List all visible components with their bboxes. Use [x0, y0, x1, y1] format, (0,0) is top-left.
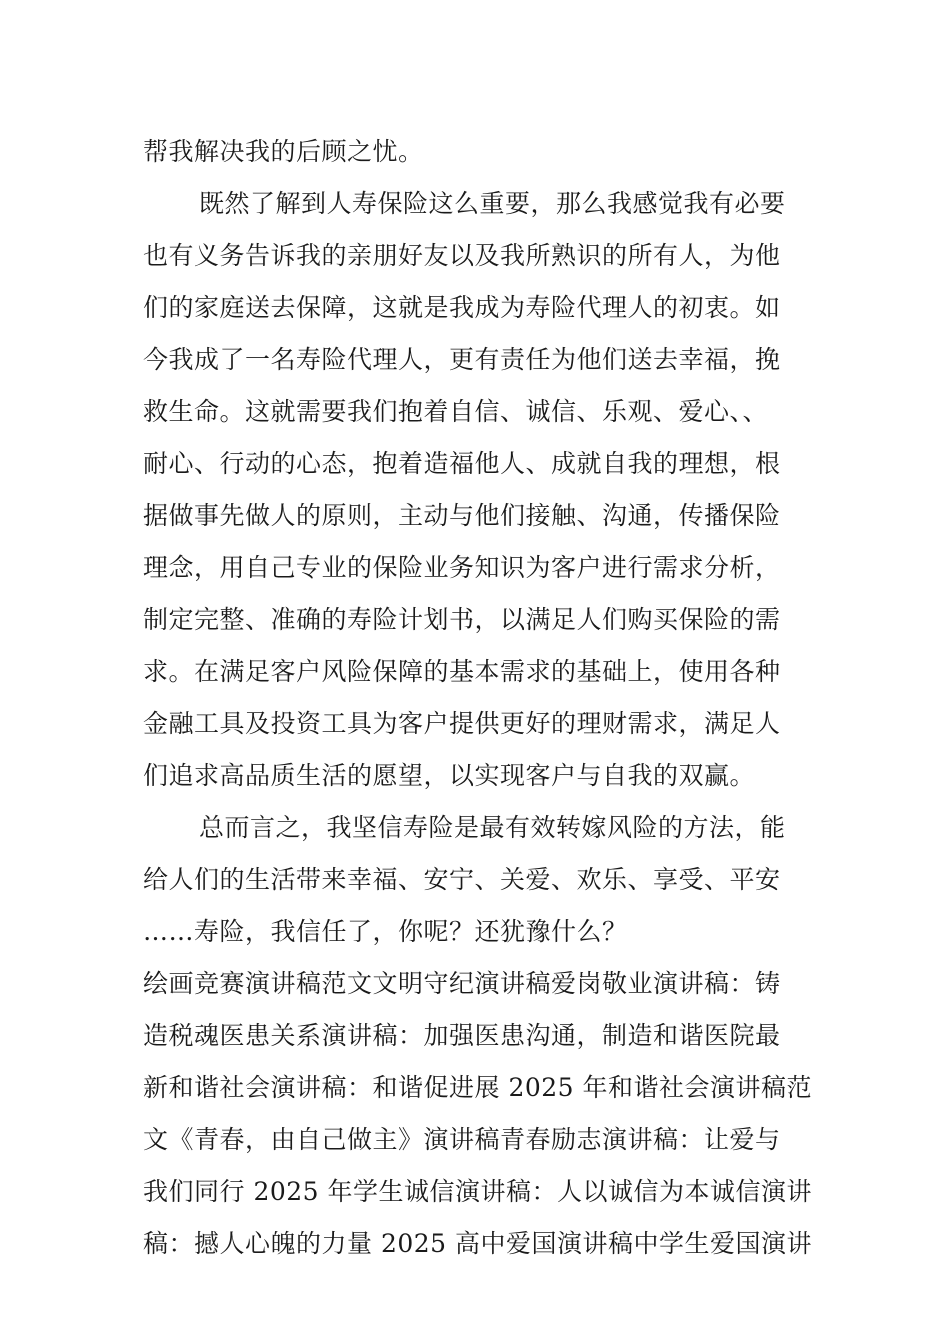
text-line: 今我成了一名寿险代理人，更有责任为他们送去幸福，挽 — [143, 345, 781, 374]
paragraph-start-line: 总而言之，我坚信寿险是最有效转嫁风险的方法，能 — [199, 813, 786, 842]
text-line: 金融工具及投资工具为客户提供更好的理财需求，满足人 — [143, 709, 781, 738]
text-line: 耐心、行动的心态，抱着造福他人、成就自我的理想，根 — [143, 449, 781, 478]
related-links-line: 绘画竞赛演讲稿范文文明守纪演讲稿爱岗敬业演讲稿：铸 — [143, 969, 781, 998]
text-line: 帮我解决我的后顾之忧。 — [143, 137, 424, 166]
text-line: 求。在满足客户风险保障的基本需求的基础上，使用各种 — [143, 657, 781, 686]
related-links-line: 造税魂医患关系演讲稿：加强医患沟通，制造和谐医院最 — [143, 1021, 781, 1050]
text-line: ……寿险，我信任了，你呢？还犹豫什么？ — [143, 917, 628, 946]
related-links-line: 稿：撼人心魄的力量 2025 高中爱国演讲稿中学生爱国演讲 — [143, 1229, 813, 1258]
text-line: 们追求高品质生活的愿望，以实现客户与自我的双赢。 — [143, 761, 756, 790]
related-links-line: 我们同行 2025 年学生诚信演讲稿：人以诚信为本诚信演讲 — [143, 1177, 813, 1206]
text-line: 给人们的生活带来幸福、安宁、关爱、欢乐、享受、平安 — [143, 865, 781, 894]
text-line: 们的家庭送去保障，这就是我成为寿险代理人的初衷。如 — [143, 293, 781, 322]
paragraph-start-line: 既然了解到人寿保险这么重要，那么我感觉我有必要 — [199, 189, 786, 218]
related-links-line: 新和谐社会演讲稿：和谐促进展 2025 年和谐社会演讲稿范 — [143, 1073, 813, 1102]
text-line: 救生命。这就需要我们抱着自信、诚信、乐观、爱心、、 — [143, 397, 769, 426]
document-body — [143, 126, 813, 1270]
text-line: 制定完整、准确的寿险计划书，以满足人们购买保险的需 — [143, 605, 781, 634]
related-links-line: 文《青春，由自己做主》演讲稿青春励志演讲稿：让爱与 — [143, 1125, 781, 1154]
text-line: 也有义务告诉我的亲朋好友以及我所熟识的所有人，为他 — [143, 241, 781, 270]
text-line: 理念，用自己专业的保险业务知识为客户进行需求分析， — [143, 553, 781, 582]
text-line: 据做事先做人的原则，主动与他们接触、沟通，传播保险 — [143, 501, 781, 530]
